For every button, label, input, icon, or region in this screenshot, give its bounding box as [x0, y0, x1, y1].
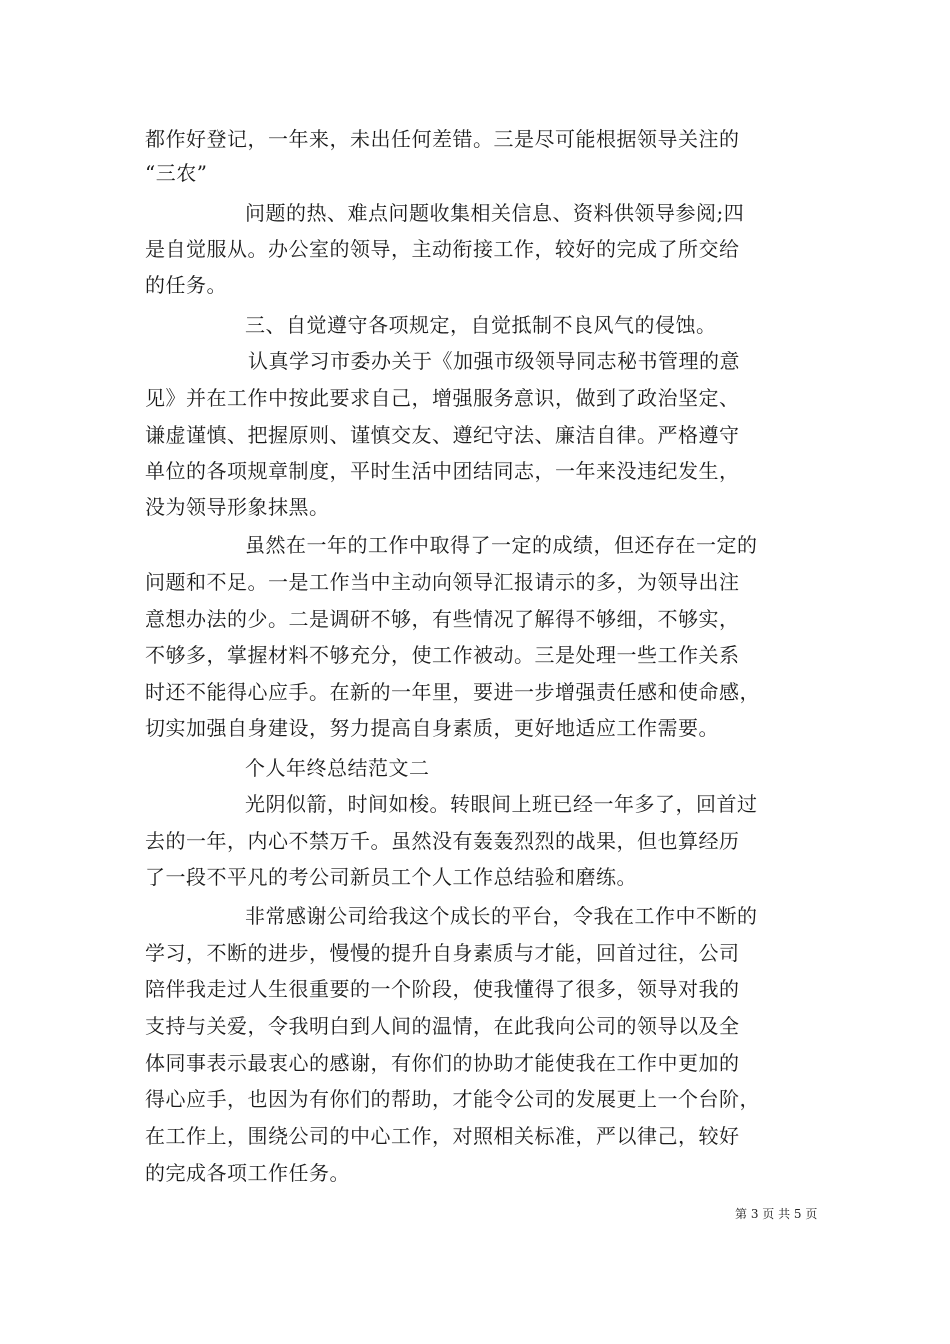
text-line: 虽然在一年的工作中取得了一定的成绩，但还存在一定的: [245, 533, 758, 557]
text-line: 见》并在工作中按此要求自己，增强服务意识，做到了政治坚定、: [145, 386, 740, 410]
text-line: 认真学习市委办关于《加强市级领导同志秘书管理的意: [248, 349, 740, 373]
text-line: 非常感谢公司给我这个成长的平台，令我在工作中不断的: [245, 904, 758, 928]
text-line: 谦虚谨慎、把握原则、谨慎交友、遵纪守法、廉洁自律。严格遵守: [145, 423, 740, 447]
text-line: “三农”: [145, 161, 208, 185]
text-line: 支持与关爱，令我明白到人间的温情，在此我向公司的领导以及全: [145, 1014, 740, 1038]
text-line: 得心应手，也因为有你们的帮助，才能令公司的发展更上一个台阶，: [145, 1087, 760, 1111]
text-line: 是自觉服从。办公室的领导，主动衔接工作，较好的完成了所交给: [145, 237, 740, 261]
text-line: 光阴似箭，时间如梭。转眼间上班已经一年多了，回首过: [245, 792, 758, 816]
text-line: 不够多，掌握材料不够充分，使工作被动。三是处理一些工作关系: [145, 643, 740, 667]
text-line: 都作好登记，一年来，未出任何差错。三是尽可能根据领导关注的: [145, 127, 740, 151]
text-line: 切实加强自身建设，努力提高自身素质，更好地适应工作需要。: [145, 716, 719, 740]
section-heading: 三、自觉遵守各项规定，自觉抵制不良风气的侵蚀。: [245, 313, 717, 337]
section-title: 个人年终总结范文二: [245, 756, 430, 780]
text-line: 没为领导形象抹黑。: [145, 495, 330, 519]
text-line: 的任务。: [145, 273, 227, 297]
text-line: 在工作上，围绕公司的中心工作，对照相关标准，严以律己，较好: [145, 1124, 740, 1148]
text-line: 去的一年，内心不禁万千。虽然没有轰轰烈烈的战果，但也算经历: [145, 829, 740, 853]
text-line: 的完成各项工作任务。: [145, 1161, 350, 1185]
text-line: 意想办法的少。二是调研不够，有些情况了解得不够细，不够实，: [145, 607, 740, 631]
text-line: 体同事表示最衷心的感谢，有你们的协助才能使我在工作中更加的: [145, 1051, 740, 1075]
text-line: 陪伴我走过人生很重要的一个阶段，使我懂得了很多，领导对我的: [145, 977, 740, 1001]
text-line: 了一段不平凡的考公司新员工个人工作总结验和磨练。: [145, 865, 637, 889]
page-number-footer: 第 3 页 共 5 页: [735, 1207, 818, 1221]
text-line: 问题的热、难点问题收集相关信息、资料供领导参阅;四: [245, 201, 745, 225]
text-line: 单位的各项规章制度，平时生活中团结同志，一年来没违纪发生，: [145, 459, 740, 483]
text-line: 时还不能得心应手。在新的一年里，要进一步增强责任感和使命感，: [145, 680, 760, 704]
text-line: 问题和不足。一是工作当中主动向领导汇报请示的多，为领导出注: [145, 570, 740, 594]
text-line: 学习，不断的进步，慢慢的提升自身素质与才能，回首过往，公司: [145, 941, 740, 965]
